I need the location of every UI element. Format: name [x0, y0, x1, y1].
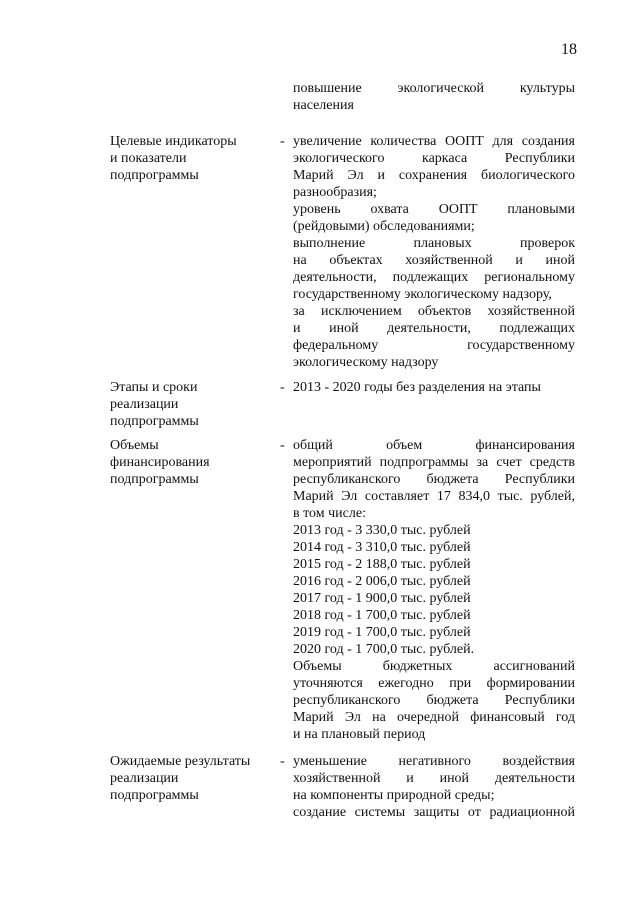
content-line: на компоненты природной среды; [293, 788, 495, 803]
content-line: выполнение плановых проверок [293, 236, 575, 251]
intro-text [293, 80, 575, 114]
content-line: уровень охвата ООПТ плановыми [293, 202, 575, 217]
label-line: финансирования [110, 455, 210, 470]
content-line: республиканского бюджета Республики [293, 693, 575, 708]
label-line: реализации [110, 771, 179, 786]
year-amount: 2015 год - 2 188,0 тыс. рублей [293, 557, 471, 572]
content-line: создание системы защиты от радиационной [293, 805, 575, 820]
section-content [293, 133, 575, 371]
content-line: за исключением объектов хозяйственной [293, 304, 575, 319]
content-line: общий объем финансирования [293, 438, 575, 453]
label-line: подпрограммы [110, 168, 199, 183]
content-line: Объемы бюджетных ассигнований [293, 659, 575, 674]
year-amount: 2020 год - 1 700,0 тыс. рублей. [293, 642, 475, 657]
content-line: экологическому надзору [293, 355, 439, 370]
content-line: государственному экологическому надзору, [293, 287, 552, 302]
year-amount: 2016 год - 2 006,0 тыс. рублей [293, 574, 471, 589]
section-content [293, 753, 575, 821]
section-label [110, 379, 275, 430]
content-line: уточняются ежегодно при формировании [293, 676, 575, 691]
label-line: Объемы [110, 438, 159, 453]
section-content [293, 437, 575, 743]
content-line: федеральному государственному [293, 338, 575, 353]
content-line: хозяйственной и иной деятельности [293, 771, 575, 786]
label-line: Ожидаемые результаты [110, 754, 251, 769]
content-line: и иной деятельности, подлежащих [293, 321, 575, 336]
year-amount: 2017 год - 1 900,0 тыс. рублей [293, 591, 471, 606]
section-dash: - [280, 134, 285, 149]
year-amount: 2018 год - 1 700,0 тыс. рублей [293, 608, 471, 623]
year-amount: 2013 год - 3 330,0 тыс. рублей [293, 523, 471, 538]
section-dash: - [280, 438, 285, 453]
content-line: увеличение количества ООПТ для создания [293, 134, 575, 149]
content-line: разнообразия; [293, 185, 377, 200]
section-label [110, 437, 275, 488]
yearly-amounts-list [293, 522, 575, 658]
content-line: Марий Эл и сохранения биологического [293, 168, 575, 183]
content-line: (рейдовыми) обследованиями; [293, 219, 475, 234]
label-line: подпрограммы [110, 472, 199, 487]
content-line: деятельности, подлежащих региональному [293, 270, 575, 285]
content-line: республиканского бюджета Республики [293, 472, 575, 487]
section-content [293, 379, 575, 396]
label-line: и показатели [110, 151, 187, 166]
content-line: мероприятий подпрограммы за счет средств [293, 455, 575, 470]
content-line: экологического каркаса Республики [293, 151, 575, 166]
content-line: уменьшение негативного воздействия [293, 754, 575, 769]
section-dash: - [280, 754, 285, 769]
intro-line: повышение экологической культуры [293, 81, 575, 96]
intro-line: населения [293, 98, 354, 113]
content-line: Марий Эл на очередной финансовый год [293, 710, 575, 725]
label-line: Целевые индикаторы [110, 134, 237, 149]
year-amount: 2014 год - 3 310,0 тыс. рублей [293, 540, 471, 555]
label-line: Этапы и сроки [110, 380, 198, 395]
content-line: 2013 - 2020 годы без разделения на этапы [293, 380, 541, 395]
section-label [110, 133, 275, 184]
content-line: и на плановый период [293, 727, 426, 742]
section-label [110, 753, 275, 804]
content-line: Марий Эл составляет 17 834,0 тыс. рублей, [293, 489, 575, 504]
label-line: реализации [110, 397, 179, 412]
section-dash: - [280, 380, 285, 395]
content-line: на объектах хозяйственной и иной [293, 253, 575, 268]
label-line: подпрограммы [110, 788, 199, 803]
label-line: подпрограммы [110, 414, 199, 429]
page-number: 18 [561, 41, 577, 58]
year-amount: 2019 год - 1 700,0 тыс. рублей [293, 625, 471, 640]
content-line: в том числе: [293, 506, 366, 521]
